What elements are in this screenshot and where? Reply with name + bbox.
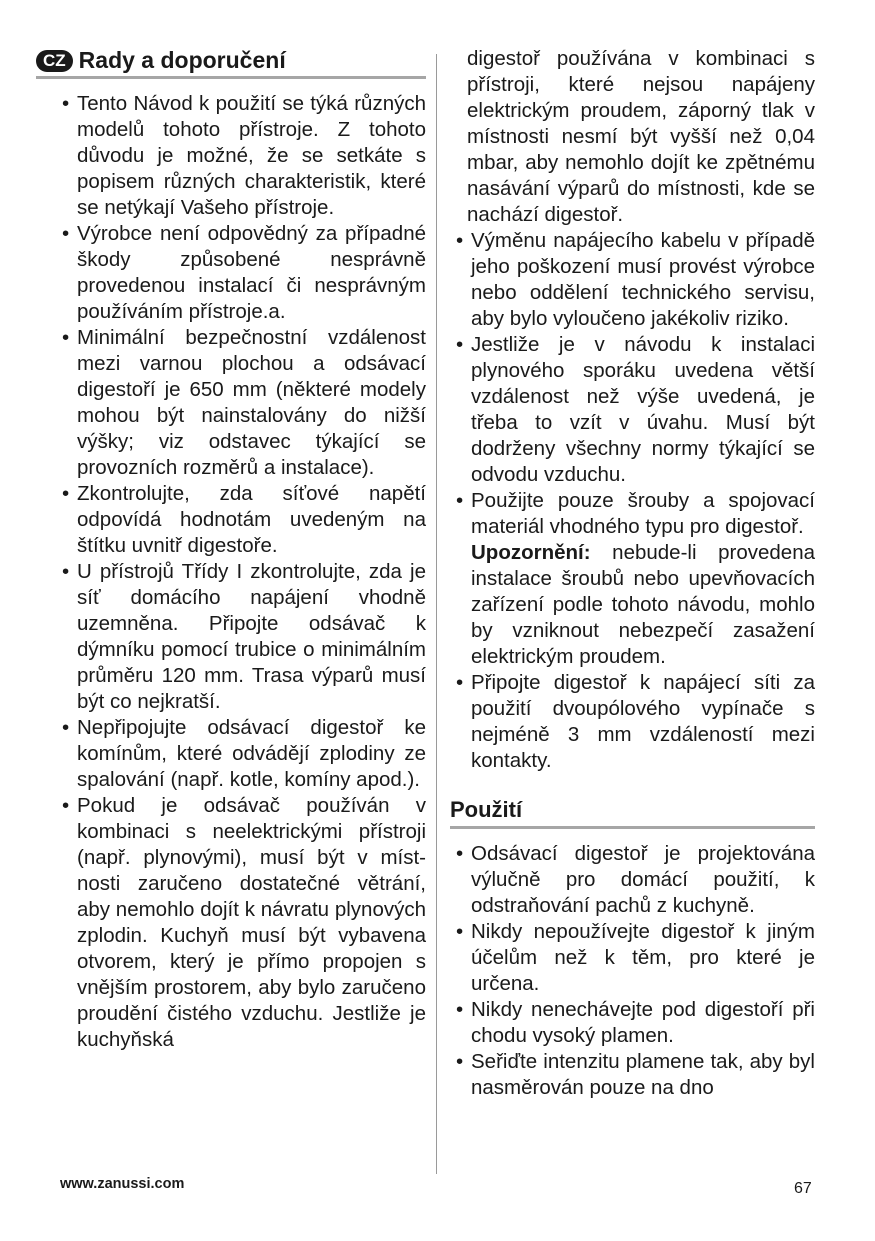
list-item: • Tento Návod k použití se týká různých modelů tohoto přístroje. Z tohoto důvodu je možné, že se setkáte s popisem různých charakteristik, které se netýkají Vašeho přístroje. — [56, 91, 426, 221]
usage-list — [450, 841, 815, 1101]
left-column — [36, 46, 426, 1053]
section-heading-usage — [450, 796, 815, 829]
column-divider — [436, 54, 437, 1174]
list-item: • U přístrojů Třídy I zkontrolujte, zda je síť domácího napájení vhodně uzemněna. Připojte odsávač k dýmníku pomocí trubice o minimálním průměru 120 mm. Trasa výparů musí být co nejkratší. — [56, 559, 426, 715]
continued-paragraph: digestoř používána v kombinaci s přístroji, které nejsou napájeny elektrickým proudem, záporný tlak v místnosti nesmí být vyšší než 0,04 mbar, aby nemohlo dojít ke zpětnému nasávání výparů do místnosti, kde se nachází digestoř. — [467, 47, 815, 226]
usage-section — [450, 796, 815, 1101]
list-item: • Jestliže je v návodu k instalaci plynového sporáku uvedena větší vzdálenost než výše uvedená, je třeba to vzít v úvahu. Musí být dodrženy všechny normy týkající se odvodu vzduchu. — [450, 332, 815, 488]
list-item: • Zkontrolujte, zda síťové napětí odpovídá hodnotám uvedeným na štítku uvnitř digestoře. — [56, 481, 426, 559]
list-item: • Výměnu napájecího kabelu v případě jeho poškození musí provést výrobce nebo oddělení technického servisu, aby bylo vyloučeno jakékoliv riziko. — [450, 228, 815, 332]
list-item: • Nepřipojujte odsávací digestoř ke komínům, které odvádějí zplodiny ze spalování (např. kotle, komíny apod.). — [56, 715, 426, 793]
section-title: Rady a doporučení — [78, 47, 286, 73]
list-item: • Připojte digestoř k napájecí síti za použití dvoupólového vypínače s nejméně 3 mm vzdáleností mezi kontakty. — [450, 670, 815, 774]
advice-list-continued — [450, 228, 815, 774]
list-item: • Minimální bezpečnostní vzdálenost mezi varnou plochou a odsávací digestoří je 650 mm (některé modely mohou být nainstalovány do nižší výšky; viz odstavec týkající se provozních rozměrů a instalace). — [56, 325, 426, 481]
list-item: • Nikdy nepoužívejte digestoř k jiným účelům než k těm, pro které je určena. — [450, 919, 815, 997]
screws-text: • Použijte pouze šrouby a spojovací materiál vhodného typu pro digestoř. — [471, 489, 815, 538]
list-item: • Odsávací digestoř je projektována výlučně pro domácí použití, k odstraňování pachů z kuchyně. — [450, 841, 815, 919]
warning-text: nebude-li provedena instalace šroubů nebo upevňovacích zařízení podle tohoto návodu, mohlo by vzniknout nebezpečí zasažení elektrickým proudem. — [471, 541, 815, 668]
language-badge: CZ — [36, 50, 73, 72]
section-title: Použití — [450, 797, 523, 822]
right-column — [450, 46, 815, 1101]
footer-website: www.zanussi.com — [60, 1176, 185, 1192]
page-number: 67 — [794, 1180, 812, 1197]
list-item: • Nikdy nenechávejte pod digestoří při chodu vysoký plamen. — [450, 997, 815, 1049]
list-item: • Seřiďte intenzitu plamene tak, aby byl nasměrován pouze na dno — [450, 1049, 815, 1101]
list-item: • Pokud je odsávač používán v kombinaci s neelektrickými přístroji (např. plynovými), musí být v místnosti zaručeno dostatečné větrání, aby nemohlo dojít k návratu plynových zplodin. Kuchyň musí být vybavena otvorem, který je přímo propojen s vnějším prostorem, aby bylo zaručeno proudění čistého vzduchu. Jestliže je kuchyňská — [56, 793, 426, 1053]
warning-paragraph — [471, 540, 815, 670]
list-item — [450, 488, 815, 670]
list-item: • Výrobce není odpovědný za případné škody způsobené nesprávně provedenou instalací či nesprávným používáním přístroje.a. — [56, 221, 426, 325]
warning-label: Upozornění: — [471, 541, 591, 564]
advice-list — [36, 91, 426, 1053]
section-heading-advice — [36, 46, 426, 79]
